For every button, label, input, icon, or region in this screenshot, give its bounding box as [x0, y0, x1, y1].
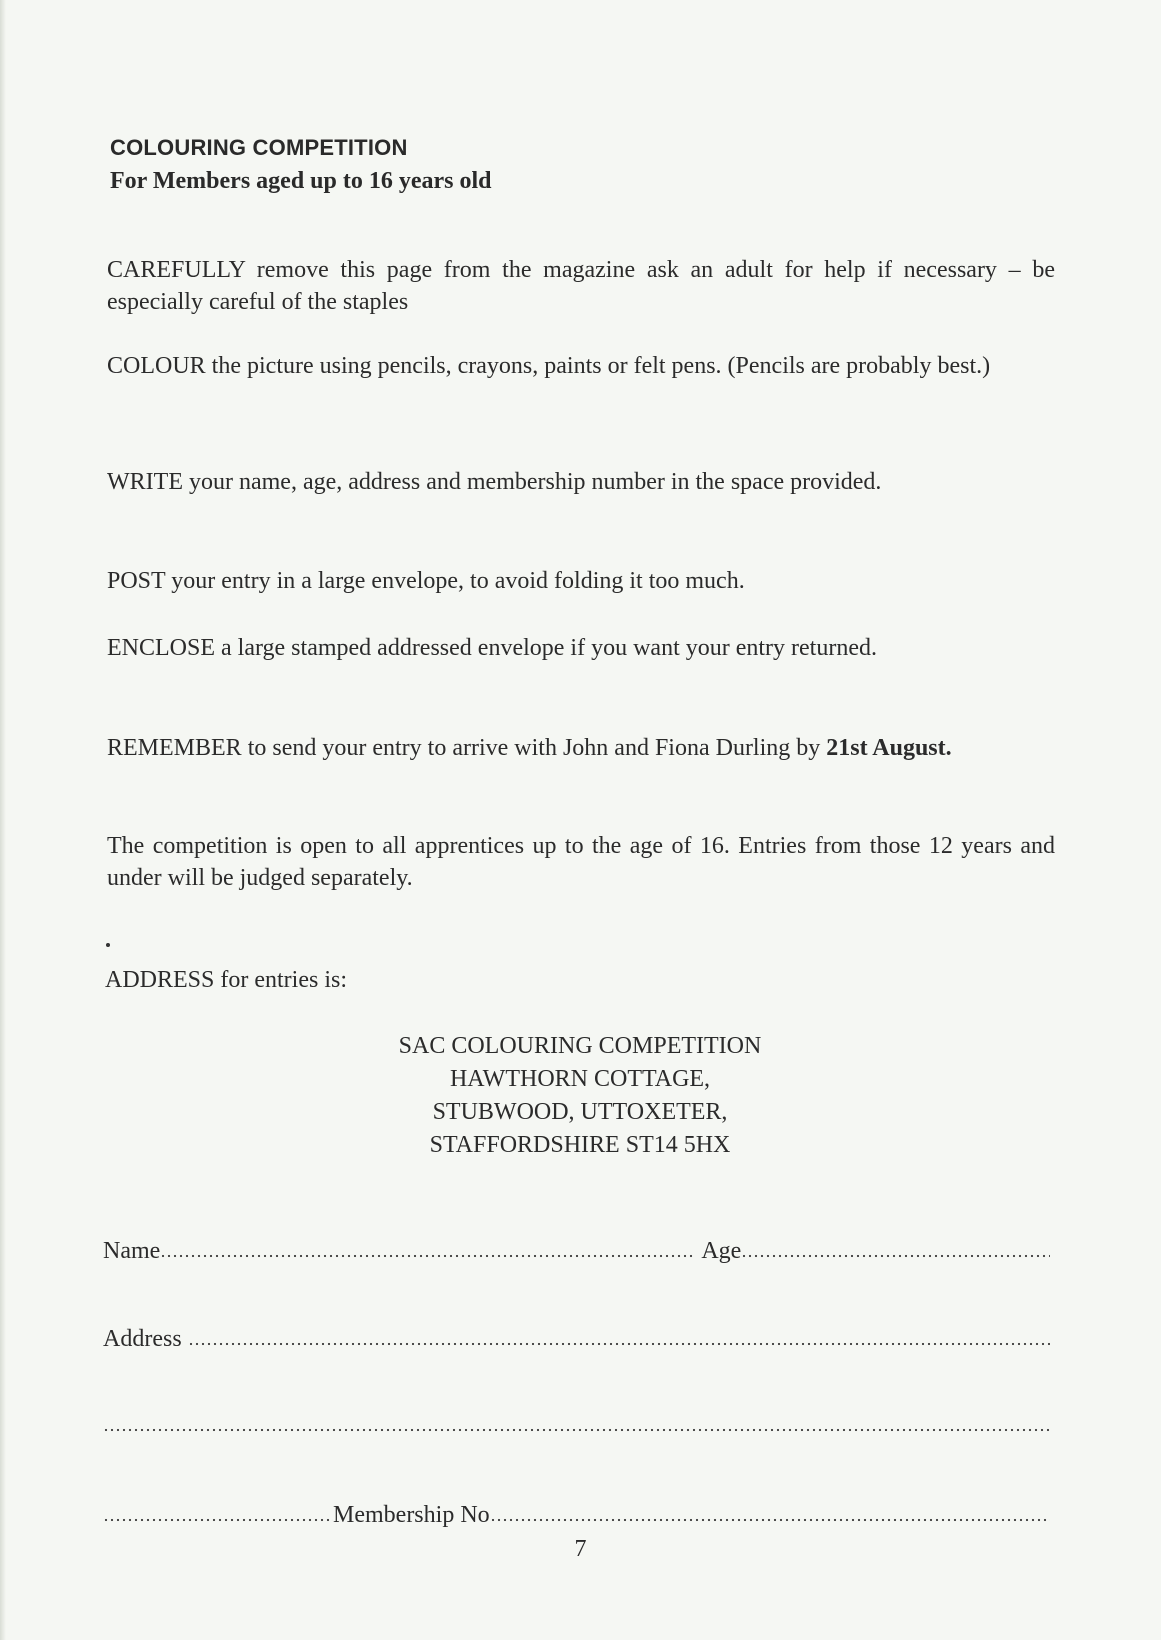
instruction-text: the picture using pencils, crayons, paints or felt pens. (Pencils are probably best.) [205, 353, 991, 379]
instruction-text: your name, age, address and membership number in the space provided. [182, 469, 882, 495]
membership-row [103, 1496, 1050, 1530]
instruction-text: to send your entry to arrive with John and Fiona Durling by [241, 735, 827, 761]
eligibility-note [107, 830, 1055, 894]
deadline-date: 21st August. [826, 735, 952, 761]
address-row [103, 1320, 1050, 1354]
instruction-keyword: COLOUR [107, 353, 206, 379]
name-label: Name [103, 1238, 161, 1264]
name-age-row [103, 1232, 1050, 1266]
instruction-keyword: WRITE [107, 469, 183, 495]
instruction-enclose [107, 632, 1055, 664]
instruction-post [107, 565, 1055, 597]
address-line: SAC COLOURING COMPETITION [398, 1033, 762, 1059]
instruction-keyword: ENCLOSE [107, 635, 215, 661]
competition-title: COLOURING COMPETITION [110, 135, 408, 160]
page-fold-shadow [0, 0, 6, 1640]
address-line: STAFFORDSHIRE ST14 5HX [429, 1132, 731, 1158]
address-field-line-1[interactable] [188, 1340, 1050, 1348]
page-number: 7 [574, 1536, 587, 1562]
membership-field[interactable] [490, 1516, 1050, 1524]
stray-dot [106, 943, 110, 947]
instruction-write [107, 466, 1055, 498]
address-row-2 [103, 1406, 1050, 1440]
age-field[interactable] [741, 1252, 1050, 1260]
address-label: Address [103, 1326, 182, 1352]
postal-address [305, 1030, 855, 1162]
instruction-carefully [107, 254, 1055, 318]
heading [110, 132, 1060, 198]
competition-subtitle: For Members aged up to 16 years old [110, 168, 492, 194]
instruction-text: your entry in a large envelope, to avoid folding it too much. [165, 568, 745, 594]
blank-field[interactable] [103, 1516, 333, 1524]
instruction-keyword: POST [107, 568, 166, 594]
instruction-keyword: CAREFULLY [107, 257, 246, 283]
address-line: STUBWOOD, UTTOXETER, [432, 1099, 728, 1125]
address-line: HAWTHORN COTTAGE, [449, 1066, 711, 1092]
instruction-remember [107, 732, 1055, 764]
instruction-colour [107, 350, 1055, 382]
instruction-text: The competition is open to all apprentices up to the age of 16. Entries from those 12 years and under will be judged separately. [107, 833, 1055, 891]
instruction-text: remove this page from the magazine ask an adult for help if necessary – be especially careful of the staples [107, 257, 1055, 315]
address-field-line-2[interactable] [103, 1426, 1050, 1434]
instruction-keyword: REMEMBER [107, 735, 242, 761]
age-label: Age [701, 1238, 742, 1264]
name-field[interactable] [160, 1252, 695, 1260]
membership-label: Membership No [333, 1502, 490, 1528]
instruction-text: a large stamped addressed envelope if you want your entry returned. [215, 635, 877, 661]
address-intro: ADDRESS for entries is: [105, 967, 347, 993]
